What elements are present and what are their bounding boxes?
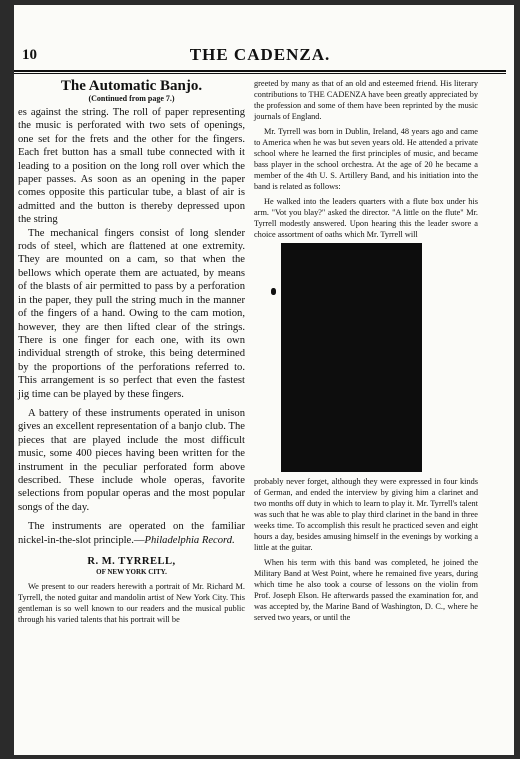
biography-paragraph: greeted by many as that of an old and esteemed friend. His literary contributions to THE CADENZA have been greatly appreciated by the profession and some of them have been reprinted by the music journals of England. (254, 79, 478, 121)
section-paragraph: We present to our readers herewith a portrait of Mr. Richard M. Tyrrell, the noted guitar and mandolin artist of New York City. This gentleman is so well known to our readers and the musical public through his varied talents that his portrait will be (18, 582, 245, 624)
left-column (18, 78, 245, 625)
article-title: The Automatic Banjo. (60, 78, 203, 94)
biography-paragraph: When his term with this band was completed, he joined the Military Band at West Point, where he remained five years, during which time he also took a course of lessons on the violin from Prof. Joseph Elson. He afterwards passed the examination for, and was accepted by, the Marine Band of Washington, D. C., where he served two years, or until the (254, 558, 478, 622)
header-rule-thin (14, 73, 506, 74)
biography-paragraph: Mr. Tyrrell was born in Dublin, Ireland, 48 years ago and came to America when he was but seven years old. He attended a private school where he learned the first principles of music, and became bass player in the school orchestra. At the age of 20 he became a member of the 4th U. S. Artillery Band, and his initiation into the band is related as follows: (254, 127, 478, 191)
article-paragraph: The mechanical fingers consist of long slender rods of steel, which are flattened at one extremity. They are mounted on a cam, so that when the bellows which operate them are actuated, by means of the blasts of air permitted to pass by a perforation in the paper, they pull the string much in the manner of the fingers of a hand. Owing to the cam motion, however, they are then lifted clear of the strings. There is one finger for each one, with its own individual strength of stroke, this being determined by the proportions of the perforations referred to. This arrangement is so perfect that even the fastest jig time can be played by these fingers. (18, 227, 245, 400)
biography-bottom (254, 476, 478, 623)
section-subtitle: OF NEW YORK CITY. (96, 568, 167, 576)
article-paragraph: es against the string. The roll of paper representing the music is perforated with two sets of openings, one set for the frets and the other for the fingers. Each fret button has a small tube connected with it leading to a position on the long roll over which the paper passes. As soon as an opening in the paper comes opposite this particular tube, a blast of air is admitted and the button is thereby depressed upon the string (18, 107, 245, 226)
article-source: Philadelphia Record. (144, 534, 235, 546)
article-closing-paragraph (18, 520, 245, 547)
article-paragraph-text: The instruments are operated on the familiar nickel-in-the-slot principle.— (18, 521, 245, 546)
section-intro (18, 581, 245, 625)
header-rule (14, 70, 506, 72)
page-header (14, 43, 506, 69)
right-column (254, 78, 478, 623)
article-paragraph: A battery of these instruments operated in unison gives an excellent representation of a banjo club. The pieces that are played include the most difficult music, some 400 pieces having been written for the instrument in the peculiar perforated form above described. These include whole operas, favorite selections from popular operas and the most popular songs of the day. (18, 407, 245, 513)
biography-paragraph: probably never forget, although they were expressed in four kinds of German, and ended the interview by giving him a clarinet and two months off duty in which to learn to play it. Mr. Tyrrell's talent was such that he was able to play third clarinet in the band in three weeks time. To accomplish this result he practiced seven and eight hours a day, besides amusing himself in the evenings by working a little at the guitar. (254, 477, 478, 552)
article-body (18, 106, 245, 547)
portrait-image (281, 243, 422, 472)
biography-paragraph: He walked into the leaders quarters with a flute box under his arm. "Vot you blay?" asked the director. "A little on the flute" Mr. Tyrrell modestly answered. Upon hearing this the leader swore a choice assortment of oaths which Mr. Tyrrell will (254, 197, 478, 239)
section-title: R. M. TYRRELL, (87, 556, 176, 567)
article-subtitle: (Continued from page 7.) (88, 94, 175, 103)
running-title: THE CADENZA. (189, 45, 331, 64)
ink-speck (271, 288, 276, 295)
biography-top (254, 78, 478, 240)
page-number: 10 (22, 47, 37, 63)
